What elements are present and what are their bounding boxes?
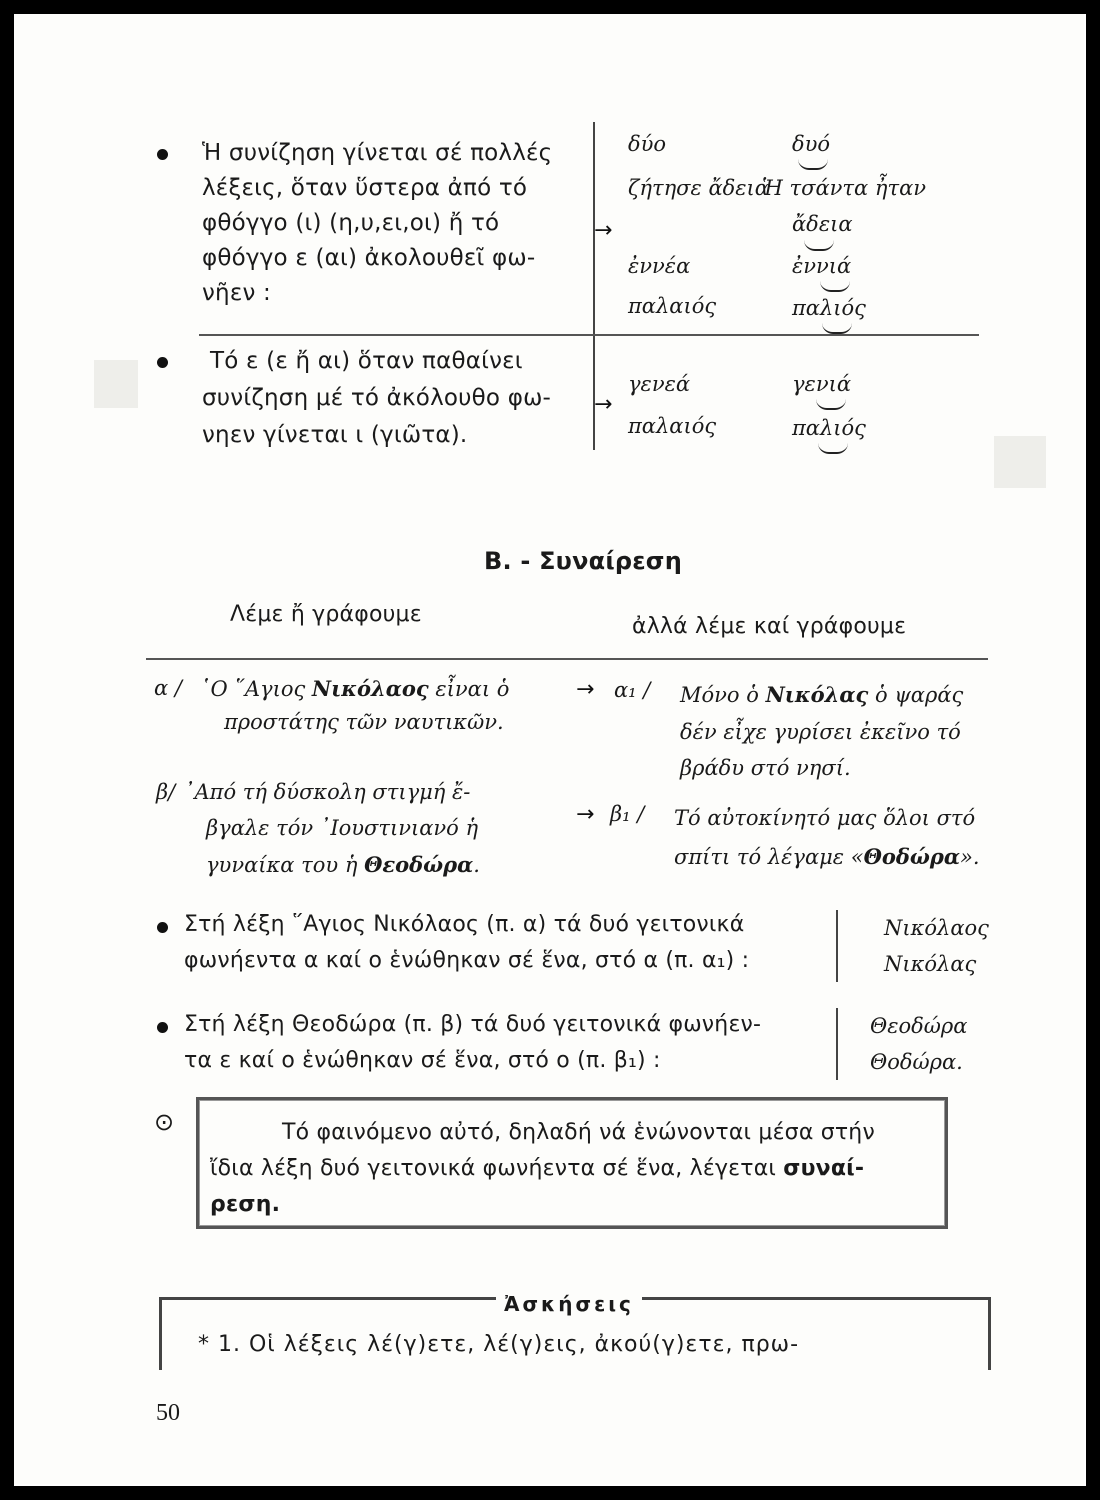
note-line: Στή λέξη Θεοδώρα (π. β) τά δυό γειτονικά φωνήεν- (184, 1012, 762, 1037)
section1-separator (199, 334, 979, 336)
rule1-example-left: ζήτησε ἄδεια (628, 176, 769, 200)
note-word: Θεοδώρα (870, 1014, 968, 1038)
bullet-icon (157, 922, 168, 933)
example-line: δέν εἶχε γυρίσει ἐκεῖνο τό (680, 720, 961, 744)
definition-line (210, 1156, 864, 1181)
bleed-through-box (994, 436, 1046, 488)
rule2-example-right: παλιός (792, 416, 866, 440)
note-divider (836, 1008, 838, 1080)
synizesis-arc-icon (816, 399, 846, 410)
rule1-line: λέξεις, ὅταν ὕστερα ἀπό τό (202, 175, 528, 201)
synizesis-arc-icon (818, 443, 848, 454)
definition-text: ἴδια λέξη δυό γειτονικά φωνήεντα σέ ἕνα, λέγεται (210, 1156, 777, 1181)
note-word: Θοδώρα. (870, 1050, 963, 1074)
synizesis-arc-icon (798, 159, 828, 170)
rule2-line: νηεν γίνεται ι (γιῶτα). (202, 422, 468, 448)
note-line: Στή λέξη ῞Αγιος Νικόλαος (π. α) τά δυό γειτονικά (184, 912, 745, 937)
arrow-icon: → (594, 392, 613, 417)
column-header-right: ἀλλά λέμε καί γράφουμε (632, 614, 907, 639)
scanned-page (14, 14, 1084, 1484)
definition-line: ρεση. (210, 1192, 281, 1217)
header-rule (146, 658, 988, 660)
rule2-line: συνίζηση μέ τό ἀκόλουθο φω- (202, 385, 552, 411)
rule1-example-right: δυό (792, 132, 831, 156)
example-label: β/ (156, 780, 176, 804)
rule2-example-left: παλαιός (628, 414, 717, 438)
example-line: βράδυ στό νησί. (680, 756, 851, 780)
note-line: φωνήεντα α καί ο ἑνώθηκαν σέ ἕνα, στό α (π. α₁) : (184, 948, 750, 973)
arrow-icon: → (576, 677, 595, 702)
example-label: α / (154, 676, 182, 700)
synizesis-arc-icon (822, 323, 852, 334)
column-header-left: Λέμε ἤ γράφουμε (230, 602, 422, 627)
example-line: προστάτης τῶν ναυτικῶν. (224, 710, 504, 734)
arrow-icon: → (576, 802, 595, 827)
bullet-icon (157, 1022, 168, 1033)
rule1-example-right: Ἡ τσάντα ἦταν (762, 176, 927, 200)
example-line: ᾿Από τή δύσκολη στιγμή ἔ- (184, 780, 471, 804)
rule2-example-left: γενεά (628, 372, 691, 396)
bullet-icon (157, 149, 168, 160)
arrow-icon: → (594, 218, 613, 243)
rule1-line: φθόγγο (ι) (η,υ,ει,οι) ἤ τό (202, 210, 500, 236)
rule2-example-right: γενιά (792, 372, 852, 396)
example-line: ῾Ο ῞Αγιος Νικόλαος εἶναι ὁ (200, 676, 510, 701)
example-label: β₁ / (610, 802, 645, 826)
example-line: βγαλε τόν ᾿Ιουστινιανό ἡ (206, 816, 479, 840)
page-number: 50 (156, 1400, 180, 1426)
definition-symbol-icon: ⊙ (154, 1108, 175, 1136)
definition-line: Τό φαινόμενο αὐτό, δηλαδή νά ἑνώνονται μέσα στήν (282, 1120, 875, 1145)
note-line: τα ε καί ο ἑνώθηκαν σέ ἕνα, στό ο (π. β₁) : (184, 1048, 661, 1073)
note-divider (836, 910, 838, 982)
bleed-through-box (94, 360, 138, 408)
example-line: γυναίκα του ἡ Θεοδώρα. (206, 852, 480, 877)
rule1-example-right: ἐννιά (792, 254, 852, 278)
section-title: Β. - Συναίρεση (484, 547, 682, 575)
exercises-title: Ἀσκήσεις (496, 1292, 642, 1316)
rule1-example-left: δύο (628, 132, 667, 156)
synizesis-arc-icon (804, 240, 834, 251)
rule1-line: Ἡ συνίζηση γίνεται σέ πολλές (202, 140, 553, 166)
rule1-example-left: ἐννέα (628, 254, 691, 278)
bullet-icon (157, 357, 168, 368)
rule1-example-right: ἄδεια (792, 212, 853, 236)
definition-term: συναί- (783, 1156, 865, 1181)
synizesis-arc-icon (820, 281, 850, 292)
example-line: σπίτι τό λέγαμε «Θοδώρα». (674, 844, 980, 869)
example-label: α₁ / (614, 678, 651, 702)
example-line: Μόνο ὁ Νικόλας ὁ ψαράς (680, 682, 964, 707)
rule1-example-right: παλιός (792, 296, 866, 320)
example-line: Τό αὐτοκίνητό μας ὅλοι στό (674, 806, 976, 830)
exercise-item: * 1. Οἱ λέξεις λέ(γ)ετε, λέ(γ)εις, ἀκού(γ)ετε, πρω- (198, 1332, 800, 1357)
note-word: Νικόλας (884, 952, 977, 976)
rule2-line: Τό ε (ε ἤ αι) ὅταν παθαίνει (210, 348, 523, 374)
rule1-line: νῆεν : (202, 280, 271, 306)
rule1-example-left: παλαιός (628, 294, 717, 318)
note-word: Νικόλαος (884, 916, 989, 940)
rule1-line: φθόγγο ε (αι) ἀκολουθεῖ φω- (202, 245, 536, 271)
